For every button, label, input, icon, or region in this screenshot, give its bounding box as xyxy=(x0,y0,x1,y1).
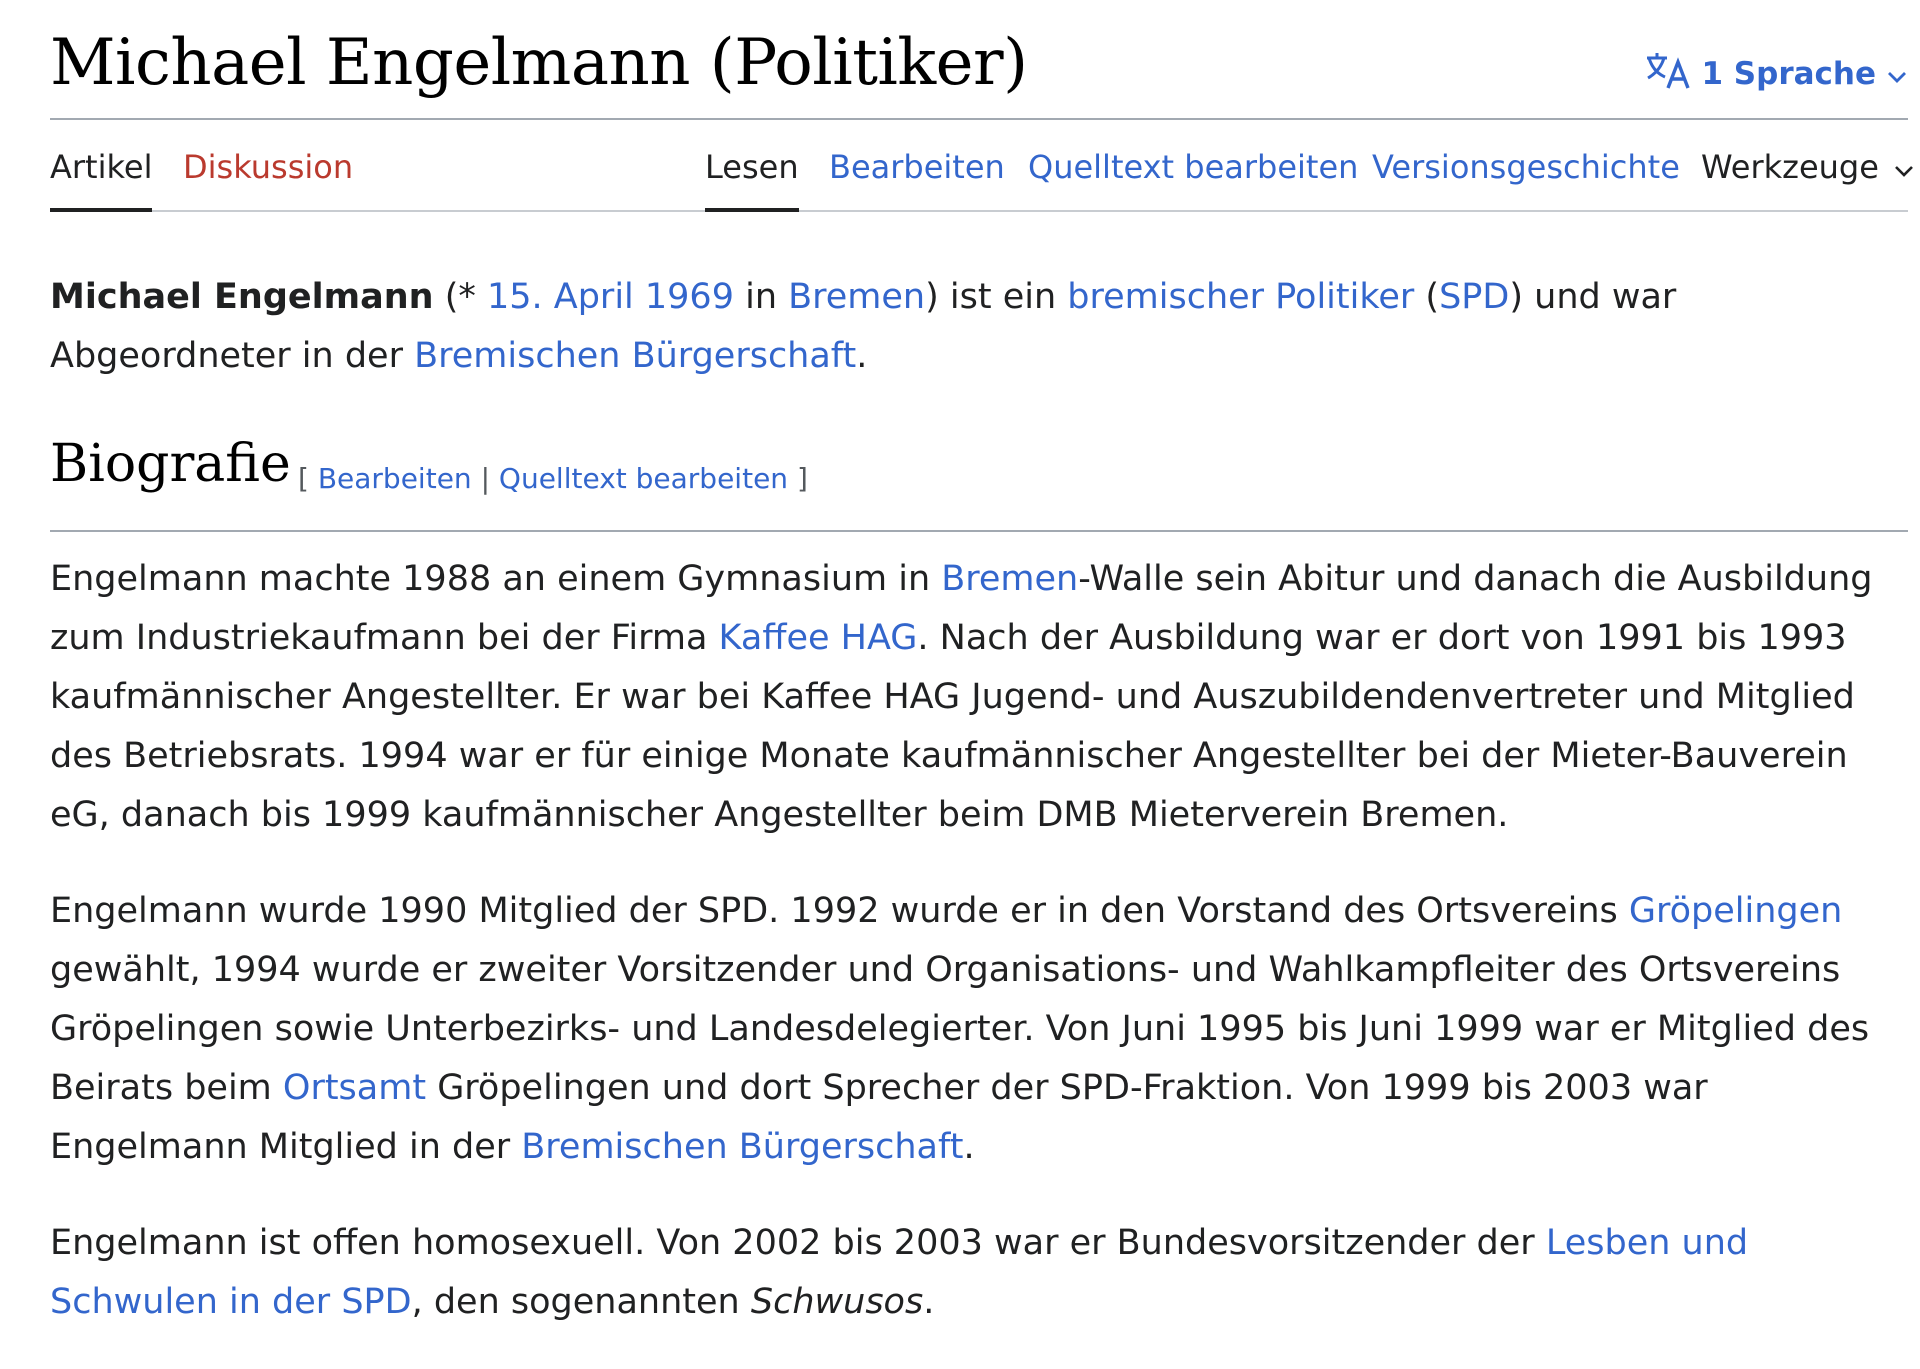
lead-text: . xyxy=(856,336,868,376)
separator: | xyxy=(471,462,499,495)
page-title: Michael Engelmann (Politiker) xyxy=(50,26,1028,100)
lead-text: ( xyxy=(1414,277,1440,317)
title-bar xyxy=(50,22,1908,120)
bracket: ] xyxy=(788,462,808,495)
tab-diskussion[interactable]: Diskussion xyxy=(183,148,354,186)
link-bremische-buergerschaft[interactable]: Bremischen Bürgerschaft xyxy=(414,336,857,376)
tab-artikel[interactable]: Artikel xyxy=(50,148,152,212)
tab-bearbeiten[interactable]: Bearbeiten xyxy=(829,148,1005,186)
language-button-label: 1 Sprache xyxy=(1701,56,1876,92)
paragraph-text: . xyxy=(963,1127,975,1167)
section-source-edit-link[interactable]: Quelltext bearbeiten xyxy=(498,462,789,495)
biography-paragraph-2 xyxy=(50,882,1908,1177)
page-tabs xyxy=(50,118,1908,212)
paragraph-text: Engelmann wurde 1990 Mitglied der SPD. 1992 wurde er in den Vorstand des Ortsvereins xyxy=(50,891,1629,931)
lead-text: in xyxy=(733,277,789,317)
link-bremischer-politiker[interactable]: bremischer Politiker xyxy=(1067,277,1415,317)
bracket: [ xyxy=(298,462,318,495)
lead-text: ) ist ein xyxy=(925,277,1068,317)
tab-versionsgeschichte[interactable]: Versionsgeschichte xyxy=(1372,148,1680,186)
section-heading-biografie xyxy=(50,434,1908,532)
article-content xyxy=(50,268,1908,1369)
section-title: Biografie xyxy=(50,434,291,494)
lead-text: (* xyxy=(433,277,487,317)
link-groepelingen[interactable]: Gröpelingen xyxy=(1628,891,1843,931)
paragraph-text: gewählt, 1994 wurde er zweiter Vorsitzender und Organisations- und Wahlkampfleiter des Ortsvereins Gröpelingen sowie Unterbezirks- und Landesdelegierter. Von Juni 1995 bis Juni 1999 war er Mitglied des Beirats beim xyxy=(50,950,1870,1108)
paragraph-text: . Nach der Ausbildung war er dort von 1991 bis 1993 kaufmännischer Angestellter. Er war bei Kaffee HAG Jugend- und Auszubildendenvertreter und Mitglied des Betriebsrats. 1994 war er für einige Monate kaufmännischer Angestellter bei der Mieter-Bauverein eG, danach bis 1999 kaufmännischer Angestellter beim DMB Mieterverein Bremen. xyxy=(50,618,1855,835)
link-bremen[interactable]: Bremen xyxy=(788,277,926,317)
paragraph-text: Engelmann ist offen homosexuell. Von 2002 bis 2003 war er Bundesvorsitzender der xyxy=(50,1223,1546,1263)
biography-paragraph-1 xyxy=(50,550,1908,845)
paragraph-text: , den sogenannten xyxy=(411,1282,751,1322)
chevron-down-icon xyxy=(1886,56,1908,92)
biography-paragraph-3 xyxy=(50,1214,1908,1332)
tab-lesen[interactable]: Lesen xyxy=(705,148,799,212)
language-button[interactable] xyxy=(1645,50,1908,98)
section-edit-link[interactable]: Bearbeiten xyxy=(317,462,472,495)
lead-paragraph xyxy=(50,268,1908,386)
section-edit-links xyxy=(298,462,808,495)
paragraph-text: -Walle sein Abitur und danach die Ausbildung zum Industriekaufmann bei der Firma xyxy=(50,559,1873,658)
chevron-down-icon xyxy=(1893,148,1915,186)
link-bremen[interactable]: Bremen xyxy=(941,559,1079,599)
paragraph-text: . xyxy=(923,1282,935,1322)
tab-quelltext-bearbeiten[interactable]: Quelltext bearbeiten xyxy=(1028,148,1359,186)
link-bremische-buergerschaft[interactable]: Bremischen Bürgerschaft xyxy=(521,1127,964,1167)
link-lesben-und-schwulen-in-der-spd[interactable]: Lesben und Schwulen in der SPD xyxy=(50,1223,1749,1322)
lead-bold-name: Michael Engelmann xyxy=(50,277,434,317)
italic-term: Schwusos xyxy=(750,1282,924,1322)
paragraph-text: Gröpelingen und dort Sprecher der SPD-Fraktion. Von 1999 bis 2003 war Engelmann Mitglied in der xyxy=(50,1068,1708,1167)
tools-menu-button[interactable] xyxy=(1701,148,1915,208)
translate-icon xyxy=(1645,50,1691,98)
paragraph-text: Engelmann machte 1988 an einem Gymnasium in xyxy=(50,559,942,599)
lead-text: ) und war Abgeordneter in der xyxy=(50,277,1677,376)
link-kaffee-hag[interactable]: Kaffee HAG xyxy=(718,618,918,658)
link-spd[interactable]: SPD xyxy=(1439,277,1510,317)
link-birthdate[interactable]: 15. April 1969 xyxy=(486,277,734,317)
tools-menu-label: Werkzeuge xyxy=(1701,148,1879,186)
link-ortsamt[interactable]: Ortsamt xyxy=(282,1068,427,1108)
